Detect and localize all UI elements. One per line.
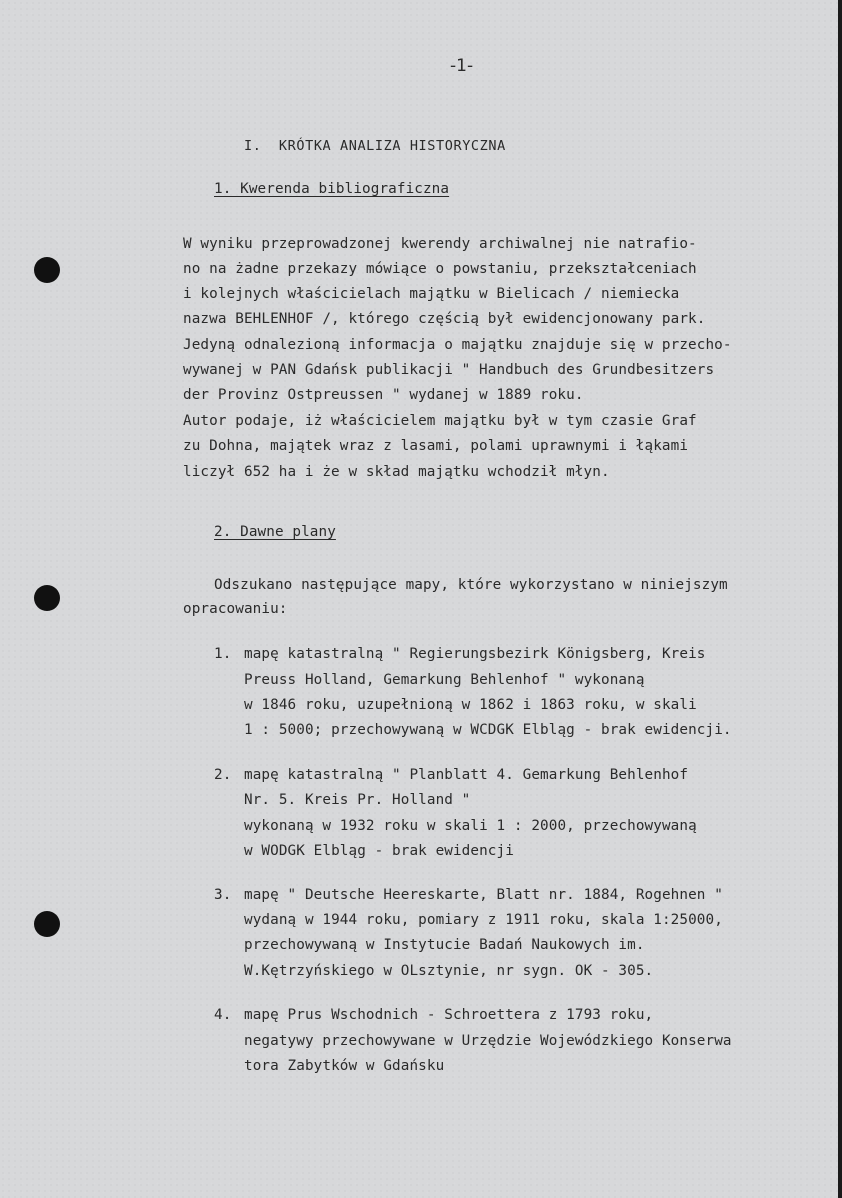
list-item-line: wydaną w 1944 roku, pomiary z 1911 roku, skala 1:25000, [244, 912, 723, 928]
paragraph-line: zu Dohna, majątek wraz z lasami, polami uprawnymi i łąkami [183, 438, 689, 454]
list-item-number: 4. [214, 1007, 232, 1023]
list-item-line: Nr. 5. Kreis Pr. Holland " [244, 792, 471, 808]
list-item-line: Preuss Holland, Gemarkung Behlenhof " wykonaną [244, 672, 645, 688]
paragraph-line: liczył 652 ha i że w skład majątku wchodził młyn. [183, 464, 610, 480]
section-heading: 1. Kwerenda bibliograficzna [214, 181, 450, 197]
paragraph-line: Autor podaje, iż właścicielem majątku był w tym czasie Graf [183, 413, 697, 429]
list-item-line: mapę " Deutsche Heereskarte, Blatt nr. 1884, Rogehnen " [244, 887, 723, 903]
document-title: I. KRÓTKA ANALIZA HISTORYCZNA [244, 138, 506, 154]
list-item-line: wykonaną w 1932 roku w skali 1 : 2000, przechowywaną [244, 818, 697, 834]
paragraph-line: i kolejnych właścicielach majątku w Bielicach / niemiecka [183, 286, 680, 302]
list-item-line: tora Zabytków w Gdańsku [244, 1058, 445, 1074]
paragraph-line: wywanej w PAN Gdańsk publikacji " Handbuch des Grundbesitzers [183, 362, 715, 378]
punch-hole [34, 585, 60, 611]
list-item-number: 1. [214, 646, 232, 662]
list-item-line: negatywy przechowywane w Urzędzie Wojewódzkiego Konserwa [244, 1033, 732, 1049]
page-number: -1- [450, 56, 474, 76]
list-item-line: mapę katastralną " Regierungsbezirk Königsberg, Kreis [244, 646, 706, 662]
paragraph-line: Jedyną odnalezioną informacja o majątku znajduje się w przecho- [183, 337, 732, 353]
list-item-number: 2. [214, 767, 232, 783]
punch-hole [34, 911, 60, 937]
list-item-line: w 1846 roku, uzupełnioną w 1862 i 1863 roku, w skali [244, 697, 697, 713]
paragraph-line: der Provinz Ostpreussen " wydanej w 1889 roku. [183, 387, 584, 403]
paragraph-line: Odszukano następujące mapy, które wykorzystano w niniejszym [214, 577, 728, 593]
paragraph-line: nazwa BEHLENHOF /, którego częścią był ewidencjonowany park. [183, 311, 706, 327]
section-heading: 2. Dawne plany [214, 524, 336, 540]
scan-edge [838, 0, 842, 1198]
list-item-line: w WODGK Elbląg - brak ewidencji [244, 843, 514, 859]
list-item-line: przechowywaną w Instytucie Badań Naukowych im. [244, 937, 645, 953]
list-item-number: 3. [214, 887, 232, 903]
paragraph-line: opracowaniu: [183, 601, 288, 617]
list-item-line: W.Kętrzyńskiego w OLsztynie, nr sygn. OK - 305. [244, 963, 654, 979]
paragraph-line: W wyniku przeprowadzonej kwerendy archiwalnej nie natrafio- [183, 236, 697, 252]
punch-hole [34, 257, 60, 283]
paragraph-line: no na żadne przekazy mówiące o powstaniu, przekształceniach [183, 261, 697, 277]
list-item-line: mapę Prus Wschodnich - Schroettera z 1793 roku, [244, 1007, 654, 1023]
list-item-line: mapę katastralną " Planblatt 4. Gemarkung Behlenhof [244, 767, 689, 783]
list-item-line: 1 : 5000; przechowywaną w WCDGK Elbląg - brak ewidencji. [244, 722, 732, 738]
